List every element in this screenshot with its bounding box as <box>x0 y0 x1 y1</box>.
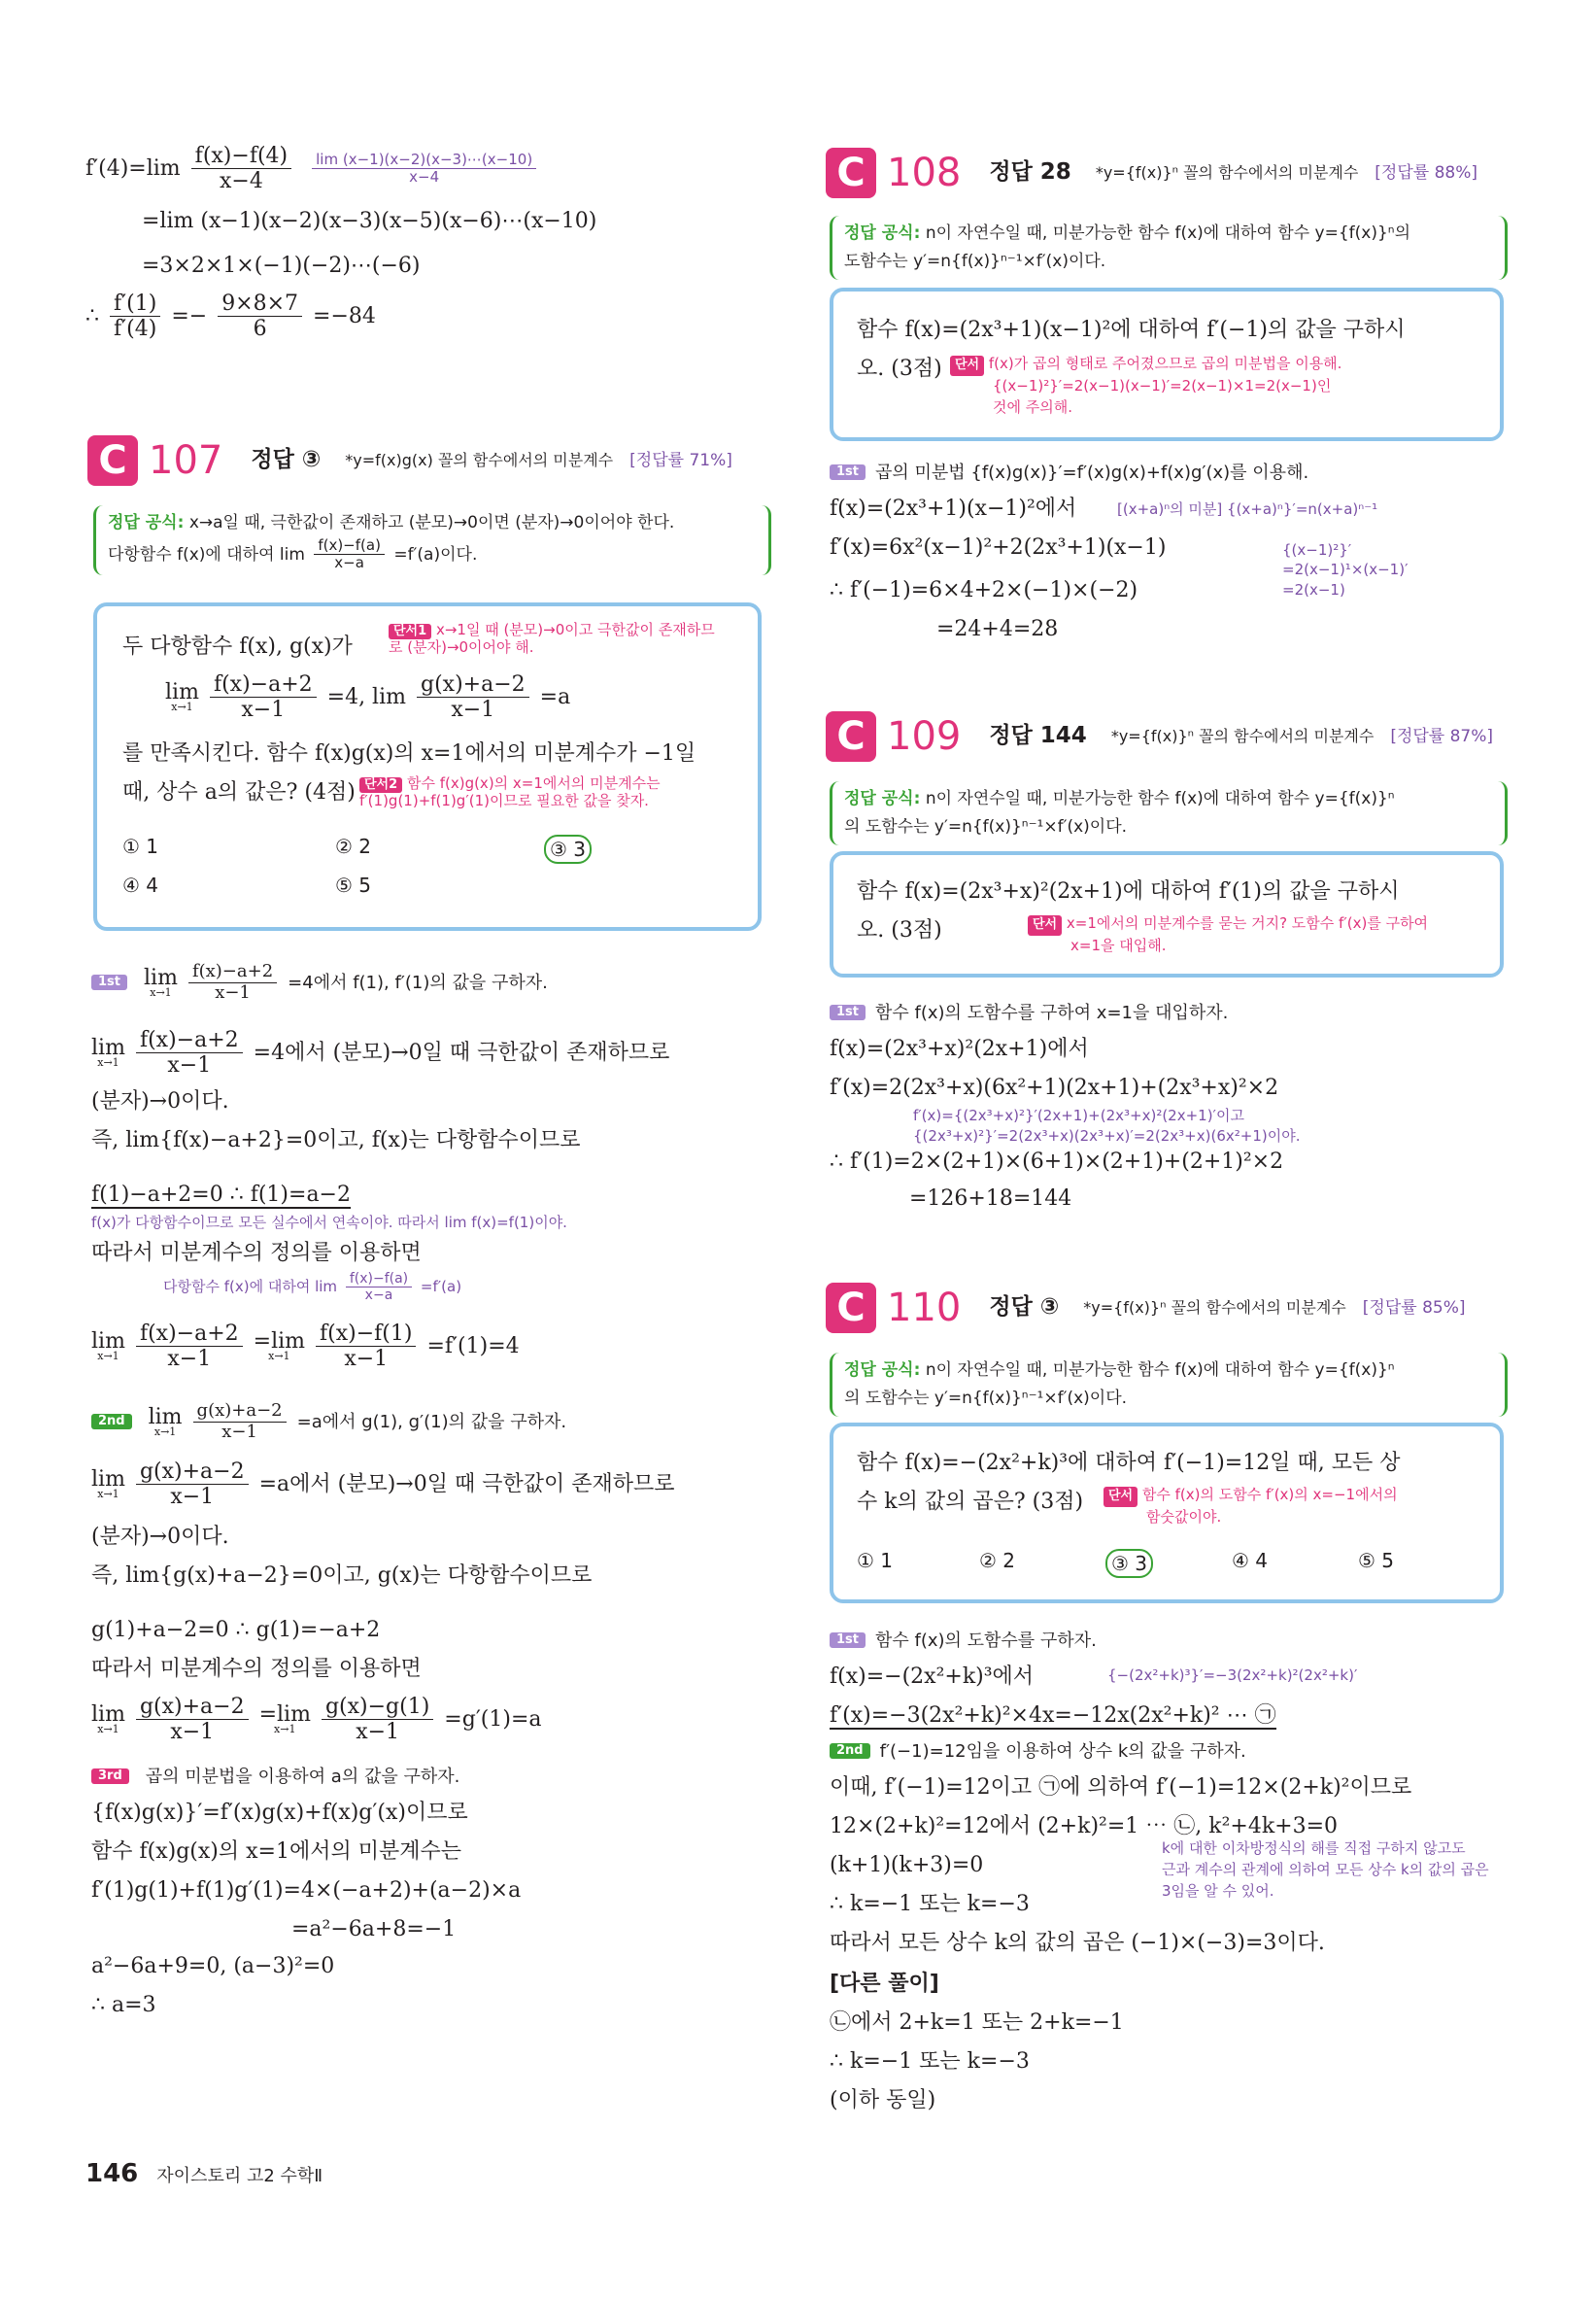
problem-110-header <box>826 1283 1466 1333</box>
step-1-110: 1st 함수 f(x)의 도함수를 구하자. <box>830 1629 1097 1652</box>
problem-badge: C <box>87 435 138 486</box>
sol-110-a2: f′(x)=−3(2x²+k)²×4x=−12x(2x²+k)² ⋯ ㉠ <box>830 1703 1276 1728</box>
sol-110-a1-note: {−(2x²+k)³}′=−3(2x²+k)²(2x²+k)′ <box>1107 1666 1358 1684</box>
sol-110-b4: ∴ k=−1 또는 k=−3 <box>830 1892 1030 1916</box>
formula-box-107: 정답 공식: x→a일 때, 극한값이 존재하고 (분모)→0이면 (분자)→0이어야 한다. 다항함수 f(x)에 대하여 lim $\frac{f(x)-f(a)}{x-a}$ =f′(a)이다. <box>93 505 771 575</box>
problem-107-header <box>87 435 732 486</box>
sol-109-a2: f′(x)=2(2x³+x)(6x²+1)(2x+1)+(2x³+x)²×2 <box>830 1076 1279 1100</box>
question-line-1: 함수 f(x)=(2x³+1)(x−1)²에 대하여 f′(−1)의 값을 구하시 <box>857 318 1406 342</box>
topic-tag: *y={f(x)}ⁿ 꼴의 함수에서의 미분계수 <box>1095 163 1359 183</box>
sol-107-c5: 따라서 미분계수의 정의를 이용하면 <box>91 1657 422 1681</box>
accuracy-rate: [정답률 88%] <box>1375 162 1478 183</box>
page-footer <box>85 2159 323 2188</box>
topic-tag: *y=f(x)g(x) 꼴의 함수에서의 미분계수 <box>345 451 614 470</box>
sol-108-a2: f′(x)=6x²(x−1)²+2(2x³+1)(x−1) <box>830 535 1167 560</box>
alt-solution-3: (이하 동일) <box>830 2088 936 2112</box>
topic-tag: *y={f(x)}ⁿ 꼴의 함수에서의 미분계수 <box>1110 727 1375 746</box>
problem-108-header <box>826 148 1477 198</box>
choice-2[interactable]: ② 2 <box>979 1549 1016 1572</box>
sol-107-b6: lim x→1 $\frac{f(x)-a+2}{x-1}$ =lim x→1 $\frac{f(x)-f(1)}{x-1}$ =f′(1)=4 <box>91 1322 520 1372</box>
choice-1[interactable]: ① 1 <box>122 835 159 858</box>
sol-107-b3: 즉, lim{f(x)−a+2}=0이고, f(x)는 다항함수이므로 <box>91 1128 581 1152</box>
question-line-2: lim x→1 $\frac{f(x)-a+2}{x-1}$ =4, lim $\frac{g(x)+a-2}{x-1}$ =a <box>165 672 571 723</box>
answer: 정답 ③ <box>251 447 322 473</box>
sol-110-b5: 따라서 모든 상수 k의 값의 곱은 (−1)×(−3)=3이다. <box>830 1931 1325 1955</box>
sol-109-a4: =126+18=144 <box>909 1186 1072 1211</box>
sol-108-a1: f(x)=(2x³+1)(x−1)²에서 <box>830 497 1077 521</box>
alt-solution-2: ∴ k=−1 또는 k=−3 <box>830 2049 1030 2074</box>
question-line-1: 함수 f(x)=−(2x²+k)³에 대하여 f′(−1)=12일 때, 모든 상 <box>857 1451 1401 1475</box>
problem-badge: C <box>826 711 876 762</box>
accuracy-rate: [정답률 71%] <box>629 450 732 470</box>
answer: 정답 144 <box>989 723 1087 749</box>
sol-109-a3: ∴ f′(1)=2×(2+1)×(6+1)×(2+1)+(2+1)²×2 <box>830 1150 1284 1174</box>
accuracy-rate: [정답률 85%] <box>1362 1297 1466 1318</box>
sol-107-c6: lim x→1 $\frac{g(x)+a-2}{x-1}$ =lim x→1 $\frac{g(x)-g(1)}{x-1}$ =g′(1)=a <box>91 1695 542 1745</box>
topic-tag: *y={f(x)}ⁿ 꼴의 함수에서의 미분계수 <box>1083 1298 1346 1318</box>
question-line-3: 를 만족시킨다. 함수 f(x)g(x)의 x=1에서의 미분계수가 −1일 <box>122 741 696 766</box>
problem-number: 108 <box>887 151 962 195</box>
intro-line-1: f′(4)=lim $\frac{f(x)-f(4)}{x-4}$ $\frac{\lim (x-1)(x-2)(x-3)\cdots(x-10)}{x-4}$ <box>85 144 540 194</box>
intro-line-2: =lim (x−1)(x−2)(x−3)(x−5)(x−6)⋯(x−10) <box>142 209 597 233</box>
question-line-1: 함수 f(x)=(2x³+x)²(2x+1)에 대하여 f′(1)의 값을 구하시 <box>857 879 1400 904</box>
question-box-109 <box>830 851 1504 978</box>
hint-108: 단서 f(x)가 곱의 형태로 주어졌으므로 곱의 미분법을 이용해. {(x−1)²}′=2(x−1)(x−1)′=2(x−1)×1=2(x−1)인 것에 주의해. <box>950 354 1341 418</box>
sol-109-a2-note: f′(x)={(2x³+x)²}′(2x+1)+(2x³+x)²(2x+1)′이고 {(2x³+x)²}′=2(2x³+x)(2x³+x)′=2(2x³+x)(6x²+1)이야. <box>913 1107 1301 1145</box>
book-title: 자이스토리 고2 수학Ⅱ <box>156 2166 323 2186</box>
formula-box-110: 정답 공식: n이 자연수일 때, 미분가능한 함수 f(x)에 대하여 함수 y={f(x)}ⁿ 의 도함수는 y′=n{f(x)}ⁿ⁻¹×f′(x)이다. <box>830 1353 1508 1417</box>
sol-107-d2: 함수 f(x)g(x)의 x=1에서의 미분계수는 <box>91 1839 461 1864</box>
sol-107-d1: {f(x)g(x)}′=f′(x)g(x)+f(x)g′(x)이므로 <box>91 1801 468 1825</box>
choice-4[interactable]: ④ 4 <box>122 874 159 897</box>
sol-107-d3: f′(1)g(1)+f(1)g′(1)=4×(−a+2)+(a−2)×a <box>91 1878 522 1903</box>
choice-1[interactable]: ① 1 <box>857 1549 894 1572</box>
sol-107-d5: a²−6a+9=0, (a−3)²=0 <box>91 1954 335 1978</box>
question-box-107 <box>93 602 762 931</box>
problem-badge: C <box>826 1283 876 1333</box>
sol-110-a1: f(x)=−(2x²+k)³에서 <box>830 1665 1035 1689</box>
question-box-108 <box>830 288 1504 441</box>
sol-110-b3-note: k에 대한 이차방정식의 해를 직접 구하지 않고도 근과 계수의 관계에 의하여 모든 상수 k의 값의 곱은 3임을 알 수 있어. <box>1162 1839 1489 1900</box>
sol-108-a4: =24+4=28 <box>936 617 1059 641</box>
sol-107-b4-note: f(x)가 다항함수이므로 모든 실수에서 연속이야. 따라서 lim f(x)=f(1)이야. <box>91 1214 567 1231</box>
sol-109-a1: f(x)=(2x³+x)²(2x+1)에서 <box>830 1037 1089 1061</box>
sol-108-a3: ∴ f′(−1)=6×4+2×(−1)×(−2) <box>830 578 1138 602</box>
question-box-110 <box>830 1423 1504 1603</box>
choice-3-selected[interactable]: ③ 3 <box>544 835 592 864</box>
question-line-1: 두 다항함수 f(x), g(x)가 <box>122 635 353 659</box>
sol-107-c2: (분자)→0이다. <box>91 1525 229 1549</box>
sol-107-c3: 즉, lim{g(x)+a−2}=0이고, g(x)는 다항함수이므로 <box>91 1563 593 1588</box>
sol-110-b2: 12×(2+k)²=12에서 (2+k)²=1 ⋯ ㉡, k²+4k+3=0 <box>830 1814 1339 1838</box>
accuracy-rate: [정답률 87%] <box>1390 726 1494 746</box>
choice-5[interactable]: ⑤ 5 <box>335 874 372 897</box>
alt-solution-title: [다른 풀이] <box>830 1972 939 1996</box>
problem-109-header <box>826 711 1493 762</box>
answer: 정답 28 <box>989 159 1071 186</box>
choice-3-selected[interactable]: ③ 3 <box>1105 1549 1153 1578</box>
step-1-107: 1st lim x→1 $\frac{f(x)-a+2}{x-1}$ =4에서 f(1), f′(1)의 값을 구하자. <box>91 962 548 1003</box>
answer: 정답 ③ <box>989 1294 1060 1321</box>
sol-107-c1: lim x→1 $\frac{g(x)+a-2}{x-1}$ =a에서 (분모)→0일 때 극한값이 존재하므로 <box>91 1459 675 1510</box>
sol-107-b5-note: 다항함수 f(x)에 대하여 lim $\frac{f(x)-f(a)}{x-a}$ =f′(a) <box>163 1271 462 1304</box>
page-number: 146 <box>85 2159 139 2188</box>
problem-number: 110 <box>887 1286 962 1330</box>
problem-number: 109 <box>887 714 962 759</box>
question-line-2: 오. (3점) <box>857 918 942 943</box>
problem-number: 107 <box>149 438 223 483</box>
step-1-108: 1st 곱의 미분법 {f(x)g(x)}′=f′(x)g(x)+f(x)g′(x)를 이용해. <box>830 461 1308 484</box>
hint-109: 단서 x=1에서의 미분계수를 묻는 거지? 도함수 f′(x)를 구하여 x=1을 대입해. <box>1028 913 1428 957</box>
question-line-2: 수 k의 값의 곱은? (3점) <box>857 1490 1084 1514</box>
sol-108-a1-note: [(x+a)ⁿ의 미분] {(x+a)ⁿ}′=n(x+a)ⁿ⁻¹ <box>1117 500 1378 518</box>
choice-4[interactable]: ④ 4 <box>1232 1549 1269 1572</box>
sol-107-b2: (분자)→0이다. <box>91 1089 229 1114</box>
step-2-110: 2nd f′(−1)=12임을 이용하여 상수 k의 값을 구하자. <box>830 1739 1246 1763</box>
step-2-107: 2nd lim x→1 $\frac{g(x)+a-2}{x-1}$ =a에서 g(1), g′(1)의 값을 구하자. <box>91 1401 566 1442</box>
sol-110-b1: 이때, f′(−1)=12이고 ㉠에 의하여 f′(−1)=12×(2+k)²이므로 <box>830 1775 1412 1800</box>
sol-107-b4: f(1)−a+2=0 ∴ f(1)=a−2 <box>91 1183 351 1207</box>
choice-5[interactable]: ⑤ 5 <box>1358 1549 1395 1572</box>
question-line-2: 오. (3점) <box>857 357 942 381</box>
hint-110: 단서 함수 f(x)의 도함수 f′(x)의 x=−1에서의 함숫값이야. <box>1104 1485 1398 1528</box>
hint-1: 단서1 x→1일 때 (분모)→0이고 극한값이 존재하므로 (분자)→0이어야 해. <box>389 621 715 657</box>
alt-solution-1: ㉡에서 2+k=1 또는 2+k=−1 <box>830 2010 1124 2035</box>
sol-107-c4: g(1)+a−2=0 ∴ g(1)=−a+2 <box>91 1618 381 1642</box>
sol-107-b5: 따라서 미분계수의 정의를 이용하면 <box>91 1241 422 1265</box>
sol-107-b1: lim x→1 $\frac{f(x)-a+2}{x-1}$ =4에서 (분모)→0일 때 극한값이 존재하므로 <box>91 1028 670 1079</box>
intro-line-4: ∴ $\frac{f'(1)}{f'(4)}$ =− $\frac{9\times 8\times 7}{6}$ =−84 <box>85 292 376 342</box>
hint-2: 단서2 함수 f(x)g(x)의 x=1에서의 미분계수는 f′(1)g(1)+f(1)g′(1)이므로 필요한 값을 찾자. <box>359 774 661 810</box>
step-3-107: 3rd 곱의 미분법을 이용하여 a의 값을 구하자. <box>91 1765 459 1788</box>
sol-110-b3: (k+1)(k+3)=0 <box>830 1853 984 1877</box>
choice-2[interactable]: ② 2 <box>335 835 372 858</box>
sol-107-d4: =a²−6a+8=−1 <box>291 1917 457 1941</box>
formula-box-109: 정답 공식: n이 자연수일 때, 미분가능한 함수 f(x)에 대하여 함수 y={f(x)}ⁿ 의 도함수는 y′=n{f(x)}ⁿ⁻¹×f′(x)이다. <box>830 781 1508 845</box>
intro-line-3: =3×2×1×(−1)(−2)⋯(−6) <box>142 254 421 278</box>
sol-107-d6: ∴ a=3 <box>91 1993 156 2017</box>
problem-badge: C <box>826 148 876 198</box>
sol-108-a2-note: {(x−1)²}′ =2(x−1)¹×(x−1)′ =2(x−1) <box>1282 541 1409 599</box>
formula-box-108: 정답 공식: n이 자연수일 때, 미분가능한 함수 f(x)에 대하여 함수 y={f(x)}ⁿ의 도함수는 y′=n{f(x)}ⁿ⁻¹×f′(x)이다. <box>830 216 1508 280</box>
question-line-4: 때, 상수 a의 값은? (4점) <box>122 780 356 805</box>
step-1-109: 1st 함수 f(x)의 도함수를 구하여 x=1을 대입하자. <box>830 1001 1228 1024</box>
